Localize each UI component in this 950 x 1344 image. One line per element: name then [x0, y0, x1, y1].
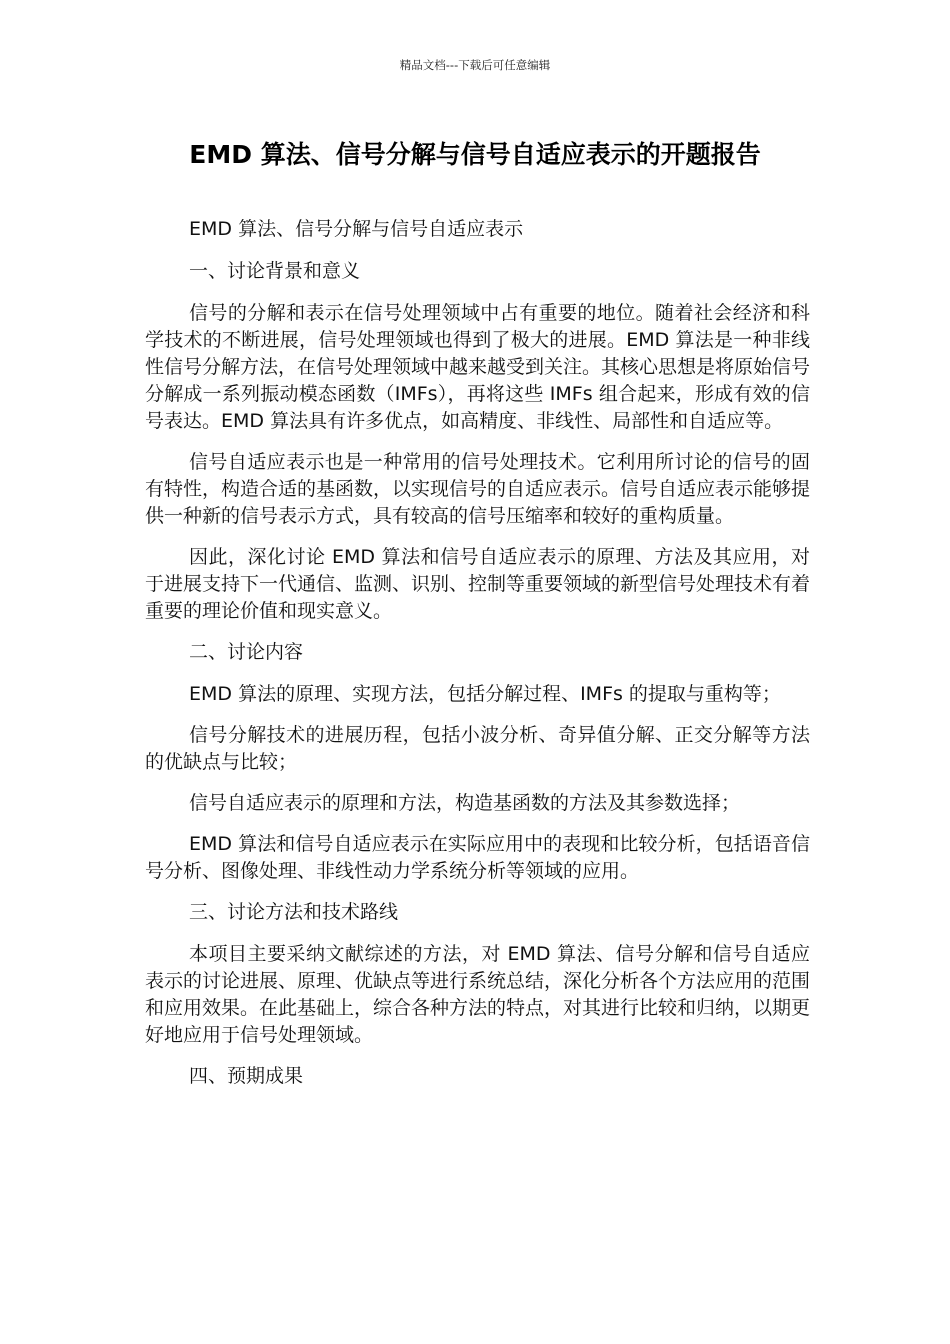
- section-1-paragraph: 信号自适应表示也是一种常用的信号处理技术。它利用所讨论的信号的固有特性，构造合适的基函数，以实现信号的自适应表示。信号自适应表示能够提供一种新的信号表示方式，具有较高的信号压缩率和较好的重构质量。: [145, 451, 811, 527]
- section-2-item: 信号分解技术的进展历程，包括小波分析、奇异值分解、正交分解等方法的优缺点与比较；: [145, 724, 810, 773]
- section-2-item: EMD 算法的原理、实现方法，包括分解过程、IMFs 的提取与重构等；: [189, 683, 781, 705]
- section-1-paragraph: 因此，深化讨论 EMD 算法和信号自适应表示的原理、方法及其应用，对于进展支持下一代通信、监测、识别、控制等重要领域的新型信号处理技术有着重要的理论价值和现实意义。: [145, 546, 811, 622]
- section-2-heading: 二、讨论内容: [189, 641, 304, 663]
- section-3-heading: 三、讨论方法和技术路线: [189, 901, 399, 923]
- section-2-item: 信号自适应表示的原理和方法，构造基函数的方法及其参数选择；: [189, 792, 741, 814]
- section-3-paragraph: 本项目主要采纳文献综述的方法，对 EMD 算法、信号分解和信号自适应表示的讨论进展、原理、优缺点等进行系统总结，深化分析各个方法应用的范围和应用效果。在此基础上，综合各种方法的特点，对其进行比较和归纳，以期更好地应用于信号处理领域。: [145, 943, 811, 1046]
- page-header: 精品文档---下载后可任意编辑: [399, 58, 551, 72]
- document-title: EMD 算法、信号分解与信号自适应表示的开题报告: [189, 140, 761, 169]
- section-2-item: EMD 算法和信号自适应表示在实际应用中的表现和比较分析，包括语音信号分析、图像处理、非线性动力学系统分析等领域的应用。: [145, 833, 810, 882]
- document-body: [145, 216, 810, 1105]
- section-1-heading: 一、讨论背景和意义: [189, 260, 361, 282]
- section-4-heading: 四、预期成果: [189, 1065, 304, 1087]
- document-subtitle: EMD 算法、信号分解与信号自适应表示: [189, 218, 524, 240]
- section-1-paragraph: 信号的分解和表示在信号处理领域中占有重要的地位。随着社会经济和科学技术的不断进展，信号处理领域也得到了极大的进展。EMD 算法是一种非线性信号分解方法，在信号处理领域中越来越受到关注。其核心思想是将原始信号分解成一系列振动模态函数（IMFs），再将这些 IMFs 组合起来，形成有效的信号表达。EMD 算法具有许多优点，如高精度、非线性、局部性和自适应等。: [145, 302, 811, 432]
